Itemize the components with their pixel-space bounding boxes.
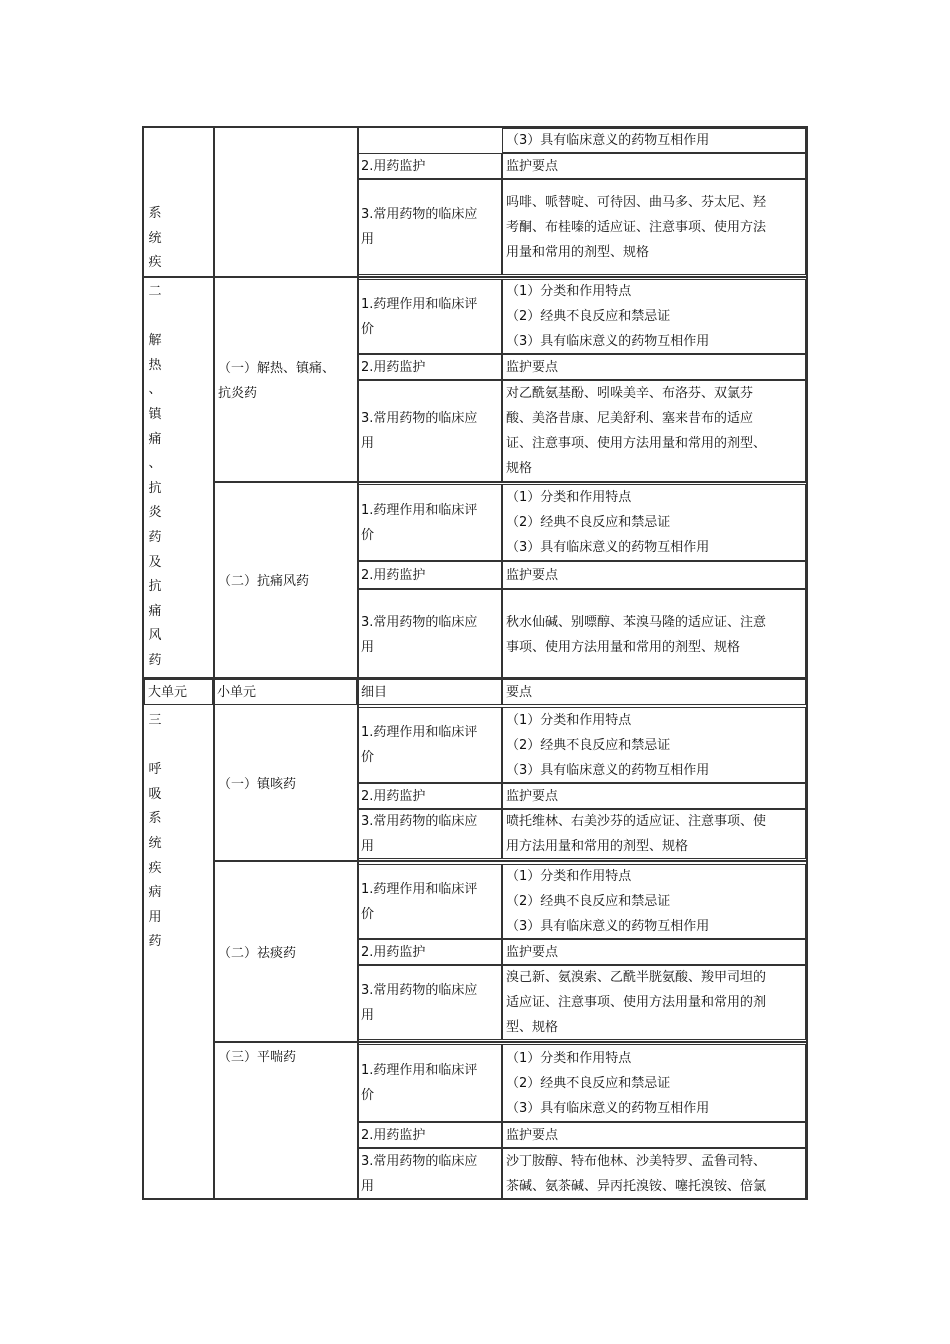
section3-sub1-name: [218, 772, 296, 797]
s3-sub2-common-detail-line: 3.常用药物的临床应: [361, 982, 478, 998]
s3-sub2-common-points-line: 适应证、注意事项、使用方法用量和常用的剂: [506, 995, 767, 1010]
s2-sub1-eval-points: [502, 279, 806, 354]
top-common-points-line: 吗啡、哌替啶、可待因、曲马多、芬太尼、羟: [506, 194, 767, 210]
s2-sub1-monitor-detail-line: 2.用药监护: [361, 359, 426, 375]
header-detail: [357, 679, 502, 705]
vertical-char: 痛: [148, 603, 162, 619]
vertical-char: 抗: [148, 480, 162, 496]
s2-sub2-eval-points-line: （1）分类和作用特点: [506, 490, 632, 505]
s3-sub1-eval-detail-line: 价: [361, 750, 375, 765]
vertical-char: 吸: [148, 786, 162, 802]
vertical-char: 统: [148, 230, 162, 246]
s3-sub2-common-points: [502, 965, 806, 1040]
s2-sub1-eval-points-line: （2）经典不良反应和禁忌证: [506, 309, 671, 324]
s3-sub2-eval-detail-line: 1.药理作用和临床评: [361, 881, 478, 897]
top-monitor-detail-line: 2.用药监护: [361, 158, 426, 174]
subunit-rule: [213, 481, 806, 483]
column-rule: [213, 126, 215, 1200]
vertical-char: 药: [148, 529, 162, 545]
s2-sub2-common-detail: [357, 589, 502, 680]
s3-sub2-eval-points-line: （2）经典不良反应和禁忌证: [506, 894, 671, 909]
s2-sub1-monitor-points-line: 监护要点: [506, 359, 559, 375]
s3-sub2-eval-points: [502, 864, 806, 939]
vertical-char: [147, 305, 163, 330]
s2-sub1-eval-points-line: （1）分类和作用特点: [506, 284, 632, 299]
top-big-unit: [147, 202, 163, 276]
s2-sub1-monitor-detail: [357, 354, 502, 380]
s2-sub2-monitor-detail: [357, 561, 502, 589]
vertical-char: 药: [148, 934, 162, 950]
s3-sub3-eval-points-line: （3）具有临床意义的药物互相作用: [506, 1100, 710, 1116]
s2-sub2-eval-points-line: （2）经典不良反应和禁忌证: [506, 515, 671, 530]
subunit-rule: [213, 860, 806, 862]
s3-sub3-monitor-points-line: 监护要点: [506, 1127, 559, 1143]
s3-sub3-eval-points-line: （1）分类和作用特点: [506, 1050, 632, 1066]
s3-sub2-monitor-points-line: 监护要点: [506, 944, 559, 960]
vertical-char: 热: [148, 357, 162, 373]
section3-sub2-name: [218, 941, 296, 966]
s2-sub1-common-points: [502, 380, 806, 482]
s2-sub1-eval-detail-line: 价: [361, 321, 375, 337]
s2-sub2-eval-points-line: （3）具有临床意义的药物互相作用: [506, 540, 710, 555]
vertical-char: 及: [148, 554, 162, 570]
vertical-char: 、: [148, 382, 162, 398]
s3-sub1-common-points: [502, 809, 806, 859]
s3-sub1-common-points-line: 喷托维林、右美沙芬的适应证、注意事项、使: [506, 814, 767, 829]
section2-big-unit: [147, 280, 163, 674]
s2-sub2-common-points-line: 事项、使用方法用量和常用的剂型、规格: [506, 639, 741, 655]
s3-sub3-common-points-line: 茶碱、氨茶碱、异丙托溴铵、噻托溴铵、倍氯: [506, 1179, 767, 1194]
s2-sub1-common-points-line: 证、注意事项、使用方法用量和常用的剂型、: [506, 436, 767, 451]
vertical-char: 系: [148, 811, 162, 827]
s3-sub1-eval-points-line: （2）经典不良反应和禁忌证: [506, 737, 671, 753]
section3-sub2-name-line: （二）祛痰药: [218, 946, 297, 961]
vertical-char: 三: [148, 713, 162, 728]
s3-sub1-common-detail-line: 3.常用药物的临床应: [361, 814, 478, 829]
s2-sub2-eval-detail-line: 1.药理作用和临床评: [361, 502, 478, 518]
s3-sub1-common-detail-line: 用: [361, 839, 375, 854]
s2-sub2-common-points-line: 秋水仙碱、别嘌醇、苯溴马隆的适应证、注意: [506, 614, 767, 630]
s2-sub2-eval-detail-line: 价: [361, 527, 375, 543]
header-small-unit-line: 小单元: [217, 684, 257, 700]
header-points: [502, 679, 806, 705]
vertical-char: 抗: [148, 579, 162, 595]
s3-sub1-eval-points-line: （3）具有临床意义的药物互相作用: [506, 762, 710, 778]
vertical-char: 风: [148, 628, 162, 644]
s3-sub3-monitor-detail-line: 2.用药监护: [361, 1127, 426, 1143]
section2-sub1-name-line: 抗炎药: [218, 386, 258, 401]
top-monitor-points: [502, 153, 806, 179]
s2-sub1-eval-detail-line: 1.药理作用和临床评: [361, 296, 478, 312]
header-small-unit: [213, 679, 357, 705]
vertical-char: 呼: [148, 762, 162, 778]
section2-sub1-name-line: （一）解热、镇痛、: [218, 361, 336, 376]
top-common-detail-line: 3.常用药物的临床应: [361, 207, 478, 222]
s2-sub2-monitor-points: [502, 561, 806, 589]
s2-sub2-common-detail-line: 3.常用药物的临床应: [361, 614, 478, 630]
s3-sub2-eval-points-line: （1）分类和作用特点: [506, 869, 632, 884]
s3-sub2-common-points-line: 型、规格: [506, 1020, 559, 1035]
top-point-row0-line: （3）具有临床意义的药物互相作用: [506, 133, 710, 148]
s3-sub2-monitor-detail: [357, 939, 502, 965]
s3-sub1-common-points-line: 用方法用量和常用的剂型、规格: [506, 839, 689, 854]
s3-sub3-eval-points-line: （2）经典不良反应和禁忌证: [506, 1075, 671, 1091]
section-rule: [144, 276, 806, 278]
vertical-char: 疾: [148, 860, 162, 876]
s2-sub1-common-detail: [357, 380, 502, 482]
vertical-char: 用: [148, 909, 162, 925]
s3-sub3-monitor-detail: [357, 1122, 502, 1148]
s3-sub3-monitor-points: [502, 1122, 806, 1148]
s3-sub3-common-points-line: 沙丁胺醇、特布他林、沙美特罗、孟鲁司特、: [506, 1154, 767, 1169]
header-detail-line: 细目: [361, 684, 388, 700]
top-common-points-line: 考酮、布桂嗪的适应证、注意事项、使用方法: [506, 219, 767, 235]
s3-sub2-monitor-detail-line: 2.用药监护: [361, 944, 426, 960]
s2-sub1-common-detail-line: 用: [361, 436, 375, 451]
header-points-line: 要点: [506, 684, 533, 700]
s3-sub3-eval-detail-line: 价: [361, 1088, 375, 1103]
s2-sub2-common-points: [502, 589, 806, 680]
s3-sub2-eval-detail-line: 价: [361, 906, 375, 922]
vertical-char: 系: [148, 206, 162, 221]
top-common-detail: [357, 179, 502, 275]
section3-sub3-name-line: （三）平喘药: [218, 1050, 297, 1065]
s3-sub1-monitor-points: [502, 783, 806, 809]
s3-sub2-eval-detail: [357, 864, 502, 939]
s2-sub1-common-detail-line: 3.常用药物的临床应: [361, 411, 478, 426]
s3-sub3-common-points: [502, 1148, 806, 1200]
s3-sub3-eval-detail-line: 1.药理作用和临床评: [361, 1063, 478, 1078]
vertical-char: 、: [148, 456, 162, 472]
s2-sub2-eval-detail: [357, 484, 502, 561]
top-monitor-detail: [357, 153, 502, 179]
s2-sub2-common-detail-line: 用: [361, 639, 375, 655]
s3-sub3-common-detail-line: 3.常用药物的临床应: [361, 1154, 478, 1169]
section3-big-unit: [147, 709, 163, 955]
s2-sub1-eval-points-line: （3）具有临床意义的药物互相作用: [506, 334, 710, 349]
top-common-detail-line: 用: [361, 232, 375, 247]
subunit-rule: [213, 1041, 806, 1043]
top-point-row0: [502, 128, 806, 153]
vertical-char: 病: [148, 885, 162, 901]
s3-sub3-common-detail: [357, 1148, 502, 1200]
top-monitor-points-line: 监护要点: [506, 158, 559, 174]
s2-sub2-eval-points: [502, 484, 806, 561]
vertical-char: 统: [148, 835, 162, 851]
s3-sub1-monitor-detail-line: 2.用药监护: [361, 788, 426, 804]
s2-sub2-monitor-detail-line: 2.用药监护: [361, 567, 426, 583]
s3-sub2-common-detail: [357, 965, 502, 1040]
s3-sub1-common-detail: [357, 809, 502, 859]
top-common-points: [502, 179, 806, 275]
s2-sub1-common-points-line: 酸、美洛昔康、尼美舒利、塞来昔布的适应: [506, 411, 754, 426]
header-big-unit: [144, 679, 213, 705]
section3-sub1-name-line: （一）镇咳药: [218, 777, 297, 792]
vertical-char: 镇: [148, 406, 162, 422]
s3-sub1-eval-points: [502, 707, 806, 783]
vertical-char: 解: [148, 333, 162, 349]
s3-sub2-monitor-points: [502, 939, 806, 965]
s3-sub2-common-points-line: 溴己新、氨溴索、乙酰半胱氨酸、羧甲司坦的: [506, 970, 767, 985]
s3-sub1-eval-detail-line: 1.药理作用和临床评: [361, 725, 478, 740]
s2-sub1-eval-detail: [357, 279, 502, 354]
vertical-char: 痛: [148, 431, 162, 447]
s3-sub1-monitor-detail: [357, 783, 502, 809]
header-big-unit-line: 大单元: [148, 684, 188, 700]
s2-sub2-monitor-points-line: 监护要点: [506, 567, 559, 583]
s3-sub3-common-detail-line: 用: [361, 1179, 375, 1194]
s3-sub1-eval-points-line: （1）分类和作用特点: [506, 712, 632, 728]
vertical-char: [147, 734, 163, 759]
section2-sub1-name: [218, 356, 335, 406]
s3-sub2-common-detail-line: 用: [361, 1007, 375, 1023]
s3-sub2-eval-points-line: （3）具有临床意义的药物互相作用: [506, 919, 710, 934]
section2-sub2-name-line: （二）抗痛风药: [218, 574, 310, 589]
s2-sub1-common-points-line: 对乙酰氨基酚、吲哚美辛、布洛芬、双氯芬: [506, 386, 754, 401]
s3-sub3-eval-detail: [357, 1044, 502, 1122]
section2-sub2-name: [218, 569, 309, 594]
vertical-char: 炎: [148, 505, 162, 521]
s2-sub1-monitor-points: [502, 354, 806, 380]
vertical-char: 药: [148, 652, 162, 668]
top-common-points-line: 用量和常用的剂型、规格: [506, 244, 650, 260]
s3-sub1-eval-detail: [357, 707, 502, 783]
vertical-char: 疾: [148, 255, 162, 271]
s2-sub1-common-points-line: 规格: [506, 461, 533, 476]
s3-sub3-eval-points: [502, 1044, 806, 1122]
s3-sub1-monitor-points-line: 监护要点: [506, 788, 559, 804]
section3-sub3-name: [218, 1045, 296, 1070]
vertical-char: 二: [148, 284, 162, 299]
